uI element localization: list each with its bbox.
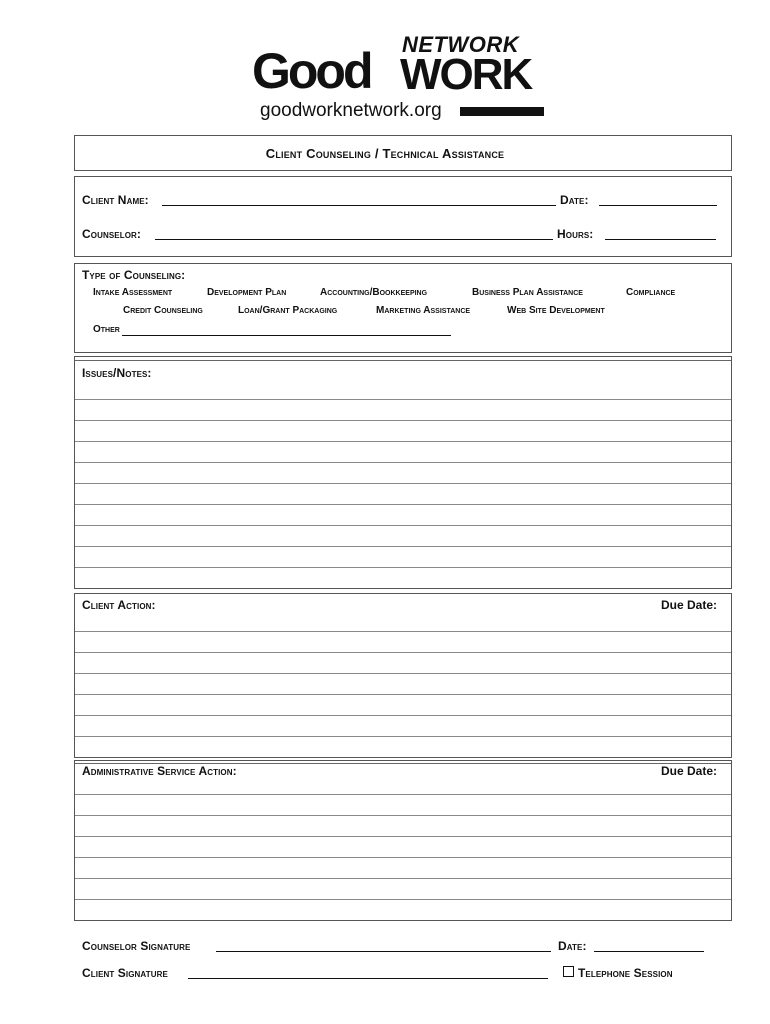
admin-action-due-date-label: Due Date: (661, 764, 718, 778)
option-business-plan-assistance[interactable]: Business Plan Assistance (472, 287, 583, 298)
signature-date-label: Date: (558, 939, 587, 953)
issues-line[interactable] (75, 462, 731, 463)
admin-action-line[interactable] (75, 899, 731, 900)
option-loan-grant-packaging[interactable]: Loan/Grant Packaging (238, 305, 338, 316)
issues-line[interactable] (75, 525, 731, 526)
admin-action-line[interactable] (75, 878, 731, 879)
logo-good-text: Good (252, 43, 371, 99)
client-action-line[interactable] (75, 652, 731, 653)
logo-work-text: WORK (400, 50, 532, 99)
issues-top-rule (75, 360, 731, 361)
issues-line[interactable] (75, 483, 731, 484)
logo-bar (460, 107, 544, 116)
client-info-box (74, 176, 732, 257)
form-title: Client Counseling / Technical Assistance (265, 146, 505, 161)
telephone-session-label: Telephone Session (578, 966, 673, 980)
counselor-field[interactable] (155, 239, 553, 240)
client-action-line[interactable] (75, 694, 731, 695)
issues-line[interactable] (75, 504, 731, 505)
client-signature-label: Client Signature (82, 966, 168, 980)
option-compliance[interactable]: Compliance (626, 287, 676, 298)
client-action-line[interactable] (75, 736, 731, 737)
counselor-signature-label: Counselor Signature (82, 939, 191, 953)
issues-line[interactable] (75, 420, 731, 421)
type-of-counseling-label: Type of Counseling: (82, 268, 186, 282)
date-field[interactable] (599, 205, 717, 206)
option-development-plan[interactable]: Development Plan (207, 287, 287, 298)
client-action-line[interactable] (75, 631, 731, 632)
admin-action-line[interactable] (75, 857, 731, 858)
client-action-line[interactable] (75, 715, 731, 716)
issues-line[interactable] (75, 441, 731, 442)
issues-line[interactable] (75, 567, 731, 568)
admin-action-line[interactable] (75, 836, 731, 837)
logo-url-text: goodworknetwork.org (260, 100, 442, 121)
counselor-label: Counselor: (82, 227, 141, 241)
admin-action-line[interactable] (75, 794, 731, 795)
client-action-line[interactable] (75, 673, 731, 674)
client-action-box (74, 593, 732, 758)
client-name-field[interactable] (162, 205, 556, 206)
option-marketing-assistance[interactable]: Marketing Assistance (376, 305, 471, 316)
option-web-site-development[interactable]: Web Site Development (507, 305, 605, 316)
issues-line[interactable] (75, 399, 731, 400)
admin-action-line[interactable] (75, 815, 731, 816)
client-signature-field[interactable] (188, 978, 548, 979)
client-action-label: Client Action: (82, 598, 156, 612)
option-intake-assessment[interactable]: Intake Assessment (93, 287, 173, 298)
option-credit-counseling[interactable]: Credit Counseling (123, 305, 203, 316)
option-accounting-bookkeeping[interactable]: Accounting/Bookkeeping (320, 287, 428, 298)
telephone-session-checkbox[interactable] (563, 966, 574, 977)
date-label: Date: (560, 193, 589, 207)
signature-date-field[interactable] (594, 951, 704, 952)
admin-action-box (74, 760, 732, 921)
issues-notes-label: Issues/Notes: (82, 366, 152, 380)
other-label: Other (93, 324, 120, 335)
admin-action-label: Administrative Service Action: (82, 764, 237, 778)
other-field[interactable] (122, 335, 451, 336)
hours-field[interactable] (605, 239, 716, 240)
counselor-signature-field[interactable] (216, 951, 551, 952)
goodwork-network-logo (250, 28, 550, 124)
issues-notes-box (74, 356, 732, 589)
hours-label: Hours: (557, 227, 594, 241)
logo-network-text: NETWORK (402, 32, 520, 57)
client-action-due-date-label: Due Date: (661, 598, 718, 612)
client-name-label: Client Name: (82, 193, 149, 207)
issues-line[interactable] (75, 546, 731, 547)
